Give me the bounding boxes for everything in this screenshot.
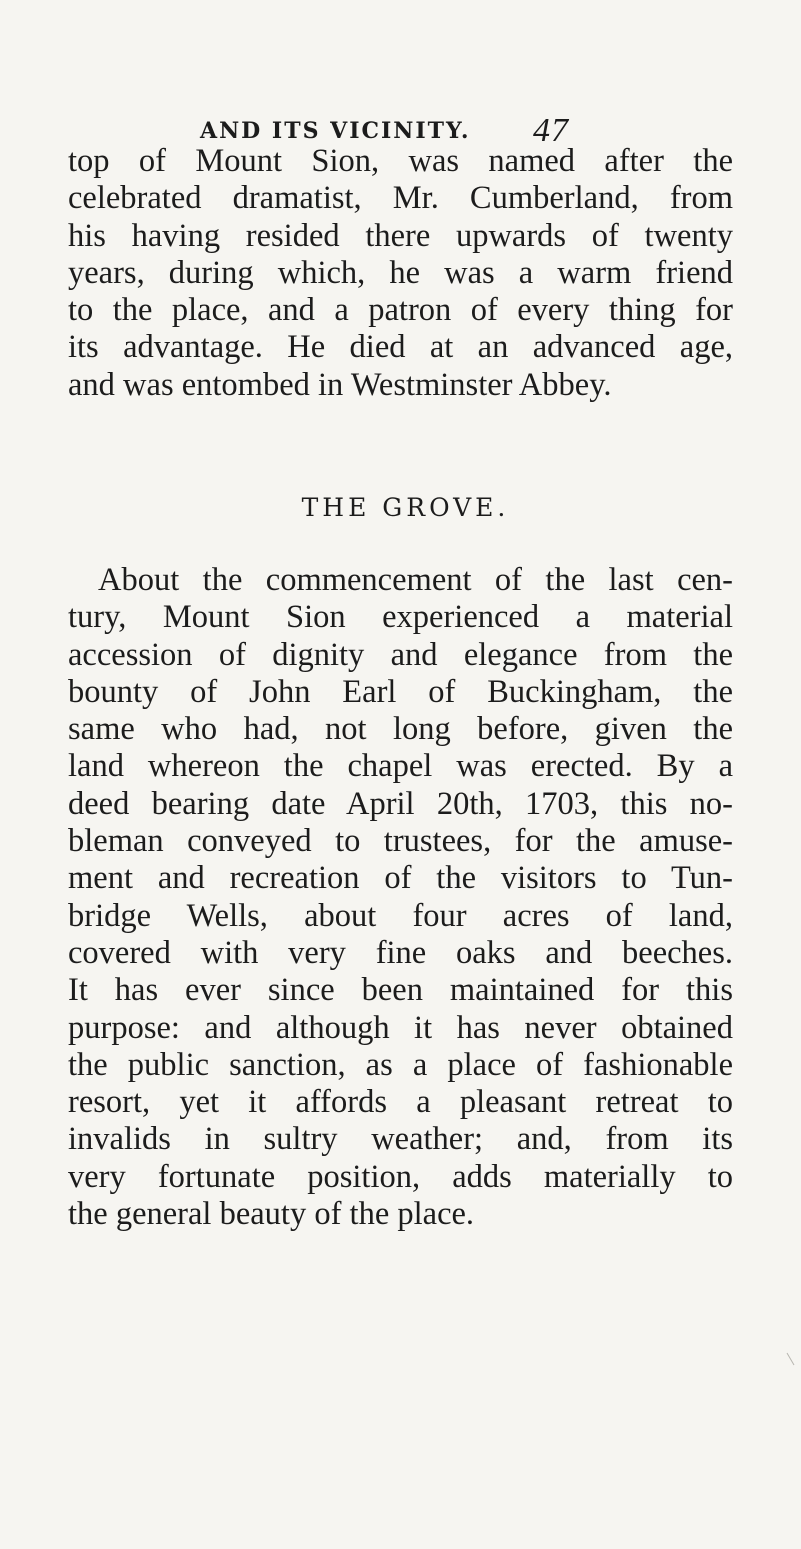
text-line: its advantage. He died at an advanced age, bbox=[68, 329, 733, 366]
paragraph-2 bbox=[68, 562, 733, 1233]
running-title: AND ITS VICINITY. bbox=[200, 118, 471, 144]
text-line: deed bearing date April 20th, 1703, this no- bbox=[68, 785, 733, 822]
text-line: very fortunate position, adds materially to bbox=[68, 1158, 733, 1195]
text-line: land whereon the chapel was erected. By a bbox=[68, 748, 733, 785]
text-line: tury, Mount Sion experienced a material bbox=[68, 599, 733, 636]
text-line: accession of dignity and elegance from the bbox=[68, 636, 733, 673]
text-line: bridge Wells, about four acres of land, bbox=[68, 897, 733, 934]
text-line: bleman conveyed to trustees, for the amuse- bbox=[68, 823, 733, 860]
text-line: resort, yet it affords a pleasant retreat to bbox=[68, 1084, 733, 1121]
text-line: About the commencement of the last cen- bbox=[98, 562, 733, 598]
text-line: the general beauty of the place. bbox=[68, 1196, 475, 1233]
text-line: celebrated dramatist, Mr. Cumberland, from bbox=[68, 180, 733, 217]
text-line: the public sanction, as a place of fashionable bbox=[68, 1046, 733, 1083]
text-line: his having resided there upwards of twenty bbox=[68, 217, 733, 254]
text-line: ment and recreation of the visitors to Tun- bbox=[68, 860, 733, 897]
page-number: 47 bbox=[533, 112, 569, 149]
text-line: years, during which, he was a warm friend bbox=[68, 254, 733, 291]
paper-speck bbox=[787, 1353, 795, 1366]
section-heading: THE GROVE. bbox=[301, 493, 510, 522]
text-line: and was entombed in Westminster Abbey. bbox=[68, 366, 612, 403]
text-line: to the place, and a patron of every thing for bbox=[68, 292, 733, 329]
text-line: purpose: and although it has never obtained bbox=[68, 1009, 733, 1046]
text-line: It has ever since been maintained for this bbox=[68, 972, 733, 1009]
paragraph-1 bbox=[68, 143, 733, 404]
text-line: bounty of John Earl of Buckingham, the bbox=[68, 673, 733, 710]
text-line: covered with very fine oaks and beeches. bbox=[68, 934, 733, 971]
text-line: top of Mount Sion, was named after the bbox=[68, 143, 733, 179]
text-line: same who had, not long before, given the bbox=[68, 711, 733, 748]
text-line: invalids in sultry weather; and, from its bbox=[68, 1121, 733, 1158]
